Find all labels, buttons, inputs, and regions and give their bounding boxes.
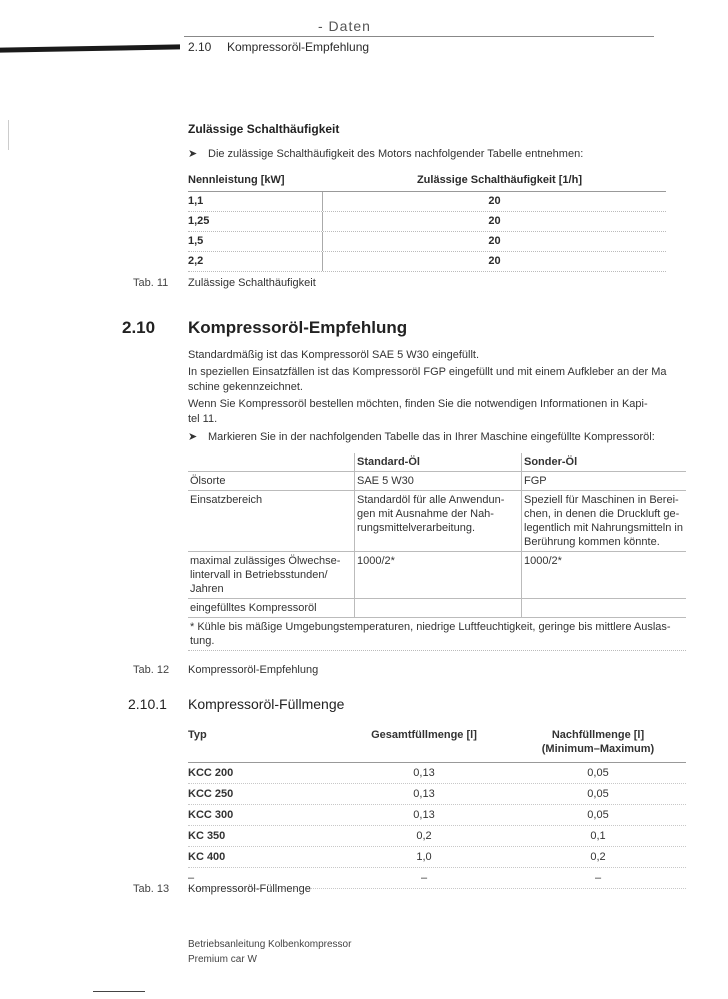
cell-line: maximal zulässiges Ölwechse- — [190, 555, 341, 567]
caption-text-11: Zulässige Schalthäufigkeit — [188, 277, 316, 289]
power-cell: 1,25 — [188, 215, 210, 227]
power-cell: 2,2 — [188, 255, 204, 267]
type-cell: KCC 250 — [188, 788, 234, 800]
section-number-2-10-1: 2.10.1 — [128, 696, 167, 712]
refill-cell: 0,2 — [590, 851, 606, 863]
table-row — [188, 847, 686, 868]
section-title-oil: Kompressoröl-Empfehlung — [188, 318, 408, 337]
fill-table — [188, 726, 686, 889]
table-note-row — [188, 618, 686, 651]
oil-para-2b: schine gekennzeichnet. — [188, 381, 303, 393]
table-row — [188, 491, 686, 552]
cell-line: chen, in denen die Druckluft ge- — [524, 508, 680, 520]
total-cell: 0,13 — [413, 788, 435, 800]
switching-instruction-text: Die zulässige Schalthäufigkeit des Motors nachfolgender Tabelle entnehmen: — [208, 148, 584, 160]
caption-text-13: Kompressoröl-Füllmenge — [188, 883, 311, 895]
row-label — [188, 552, 355, 598]
type-cell: KCC 200 — [188, 767, 234, 779]
footnote-line: * Kühle bis mäßige Umgebungstemperaturen, niedrige Luftfeuchtigkeit, geringe bis mittlere Auslas- — [190, 621, 671, 633]
row-label: Ölsorte — [188, 472, 355, 490]
type-cell: KC 350 — [188, 830, 226, 842]
header-section-title: Kompressoröl-Empfehlung — [227, 40, 370, 54]
table-row — [188, 552, 686, 599]
type-cell: – — [188, 872, 195, 884]
standard-cell: 1000/2* — [355, 552, 522, 598]
col-refill-header-line2: (Minimum–Maximum) — [541, 743, 655, 755]
col-refill-header-line1: Nachfüllmenge [l] — [551, 729, 645, 741]
row-label: Einsatzbereich — [188, 491, 355, 551]
bullet-arrow-icon: ➤ — [188, 148, 198, 160]
special-cell: 1000/2* — [524, 555, 562, 567]
table-header-row — [188, 726, 686, 763]
section-title-fill: Kompressoröl-Füllmenge — [188, 696, 345, 712]
col-total-header: Gesamtfüllmenge [l] — [371, 729, 477, 741]
header-rule — [184, 36, 654, 37]
header-black-bar — [0, 44, 180, 52]
total-cell: 1,0 — [416, 851, 432, 863]
caption-tab-11: Tab. 11 — [133, 277, 169, 289]
row-label: eingefülltes Kompressoröl — [188, 599, 355, 617]
table-row — [188, 763, 686, 784]
table-header-row — [188, 453, 686, 472]
switching-heading: Zulässige Schalthäufigkeit — [188, 122, 340, 136]
oil-instruction — [188, 430, 655, 443]
header-section-number: 2.10 — [188, 40, 212, 54]
table-row — [188, 212, 666, 232]
table-row — [188, 472, 686, 491]
refill-cell: 0,05 — [587, 809, 609, 821]
total-cell: 0,13 — [413, 767, 435, 779]
special-check-cell[interactable] — [522, 599, 686, 617]
cell-line: rungsmittelverarbeitung. — [357, 522, 476, 534]
cell-line: legentlich mit Nahrungsmitteln in — [524, 522, 683, 534]
switching-table — [188, 170, 666, 272]
caption-tab-13: Tab. 13 — [133, 883, 170, 895]
oil-para-1: Standardmäßig ist das Kompressoröl SAE 5 W30 eingefüllt. — [188, 349, 480, 361]
col-refill-header — [510, 728, 686, 756]
cell-line: lintervall in Betriebsstunden/ — [190, 569, 328, 581]
type-cell: KC 400 — [188, 851, 226, 863]
footer-line-2: Premium car W — [188, 954, 257, 965]
col-frequency-header: Zulässige Schalthäufigkeit [1/h] — [416, 174, 582, 186]
table-row — [188, 192, 666, 212]
switching-instruction — [188, 147, 583, 160]
table-row — [188, 805, 686, 826]
caption-text-12: Kompressoröl-Empfehlung — [188, 664, 319, 676]
col-power-header: Nennleistung [kW] — [188, 174, 285, 186]
table-header-row — [188, 170, 666, 192]
caption-tab-12: Tab. 12 — [133, 664, 170, 676]
standard-cell: SAE 5 W30 — [355, 472, 522, 490]
cell-line: Standardöl für alle Anwendun- — [357, 494, 505, 506]
col-special-header: Sonder-Öl — [524, 456, 578, 468]
col-type-header: Typ — [188, 729, 207, 741]
table-row — [188, 826, 686, 847]
cell-line: Berührung kommen könnte. — [524, 536, 660, 548]
frequency-cell: 20 — [322, 232, 666, 251]
frequency-cell: 20 — [322, 212, 666, 231]
table-footnote — [188, 618, 686, 650]
refill-cell: 0,05 — [587, 767, 609, 779]
cell-line: gen mit Ausnahme der Nah- — [357, 508, 494, 520]
oil-para-3a: Wenn Sie Kompressoröl bestellen möchten, finden Sie die notwendigen Informationen in Kapi- — [188, 398, 648, 410]
total-cell: 0,13 — [413, 809, 435, 821]
table-row — [188, 252, 666, 272]
standard-cell — [355, 491, 522, 551]
oil-instruction-text: Markieren Sie in der nachfolgenden Tabelle das in Ihrer Maschine eingefüllte Kompressoröl: — [208, 431, 655, 443]
oil-table — [188, 453, 686, 651]
section-number-2-10: 2.10 — [122, 318, 156, 337]
refill-cell: 0,1 — [590, 830, 606, 842]
bottom-rule — [93, 991, 145, 992]
power-cell: 1,5 — [188, 235, 204, 247]
special-cell — [522, 491, 686, 551]
bullet-arrow-icon: ➤ — [188, 431, 198, 443]
table-row — [188, 784, 686, 805]
table-row — [188, 232, 666, 252]
refill-cell: – — [594, 872, 602, 884]
power-cell: 1,1 — [188, 195, 204, 207]
footnote-line: tung. — [190, 635, 215, 647]
standard-check-cell[interactable] — [355, 599, 522, 617]
special-cell: FGP — [524, 475, 547, 487]
footer-line-1: Betriebsanleitung Kolbenkompressor — [188, 939, 352, 950]
col-standard-header: Standard-Öl — [355, 453, 522, 471]
cell-line: Speziell für Maschinen in Berei- — [524, 494, 679, 506]
cell-line: Jahren — [190, 583, 224, 595]
total-cell: 0,2 — [416, 830, 432, 842]
frequency-cell: 20 — [322, 192, 666, 211]
table-row — [188, 599, 686, 618]
header-cut-text: - Daten — [318, 18, 371, 32]
frequency-cell: 20 — [322, 252, 666, 271]
oil-para-2a: In speziellen Einsatzfällen ist das Kompressoröl FGP eingefüllt und mit einem Aufkleber an der Ma — [188, 366, 667, 378]
margin-mark — [8, 120, 11, 150]
col-blank-header — [188, 453, 355, 471]
total-cell: – — [420, 872, 428, 884]
refill-cell: 0,05 — [587, 788, 609, 800]
oil-para-3b: tel 11. — [188, 413, 218, 425]
type-cell: KCC 300 — [188, 809, 234, 821]
